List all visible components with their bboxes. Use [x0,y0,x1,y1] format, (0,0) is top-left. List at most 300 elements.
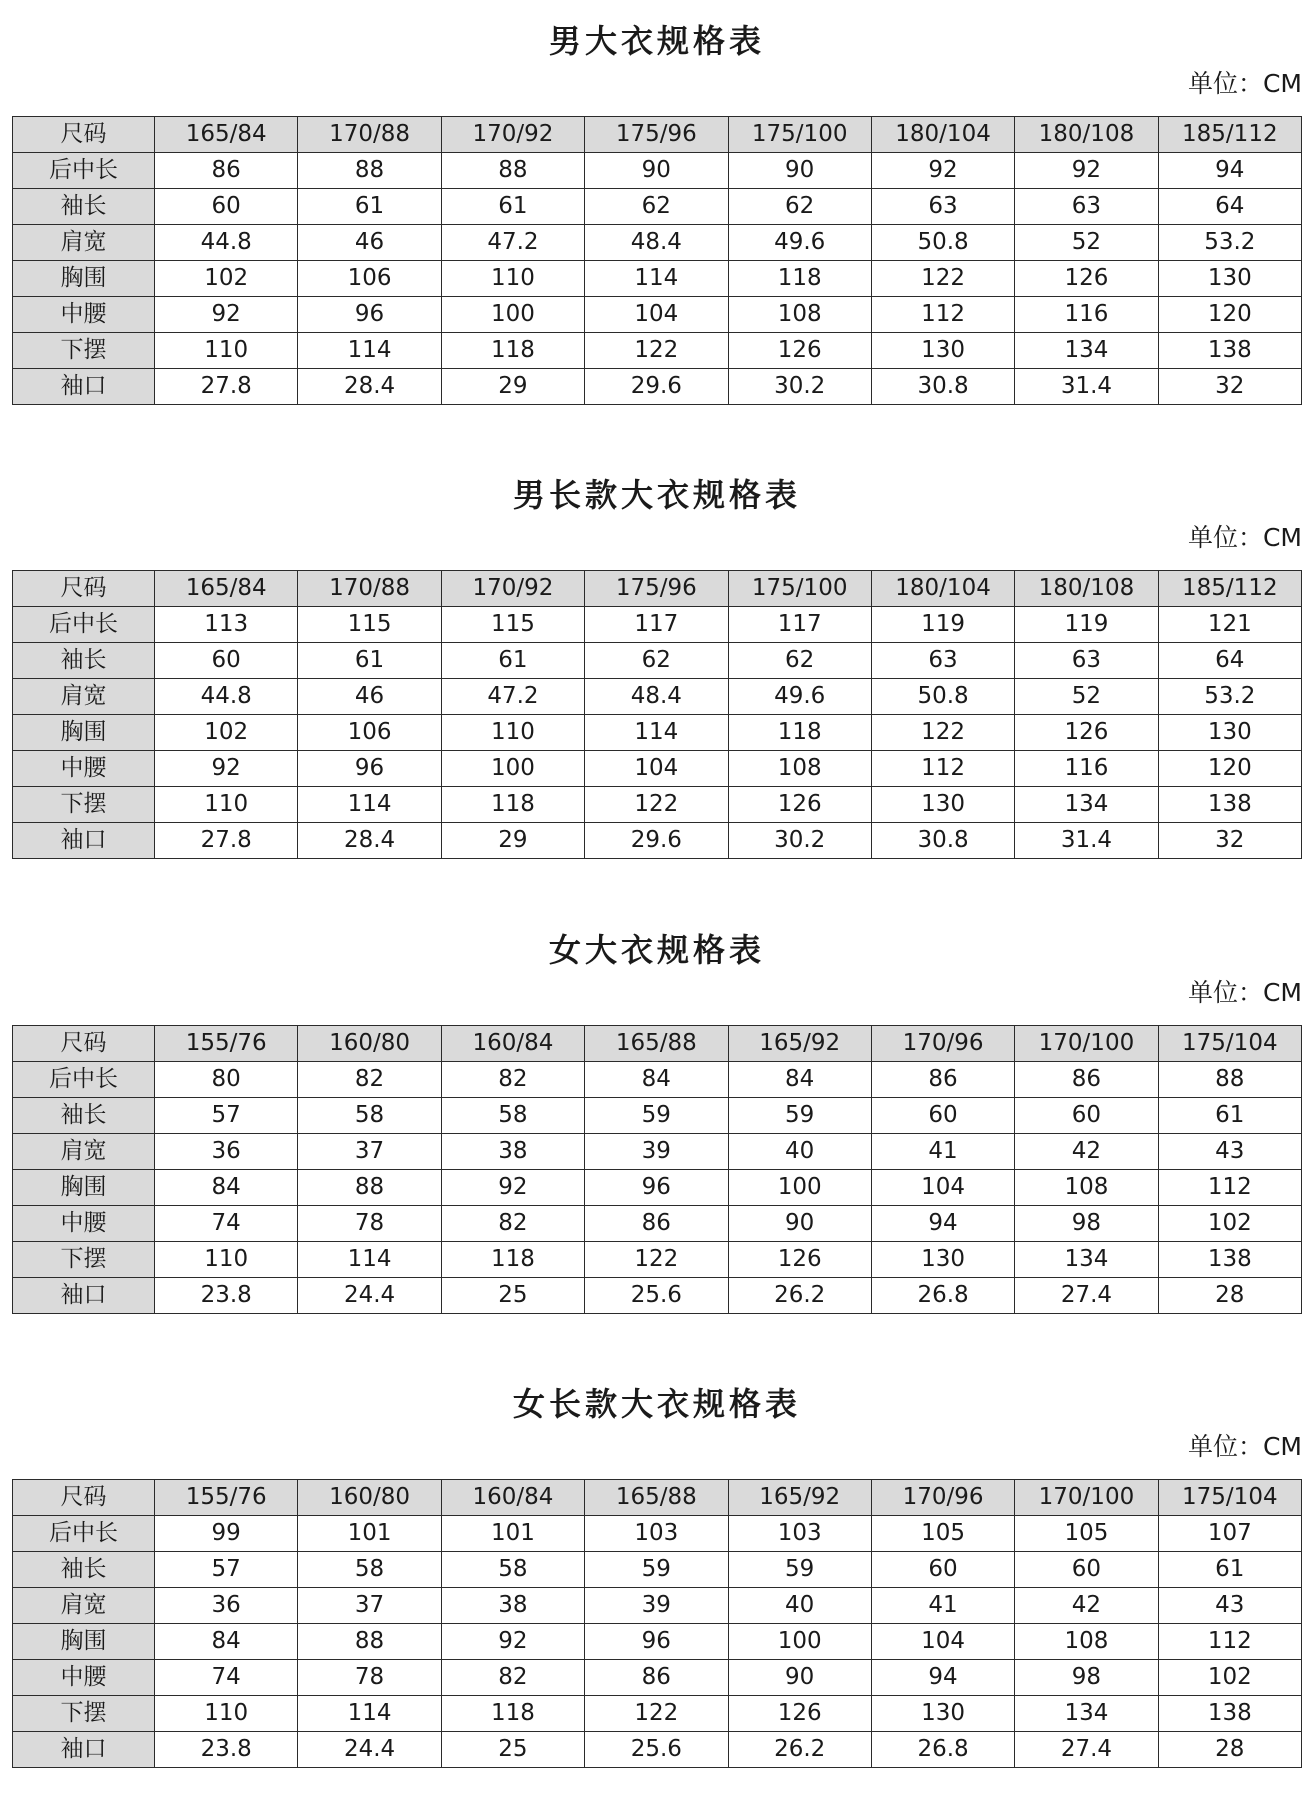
measurement-value: 29.6 [585,823,728,859]
measurement-value: 118 [728,261,871,297]
measurement-value: 38 [441,1134,584,1170]
measurement-label: 肩宽 [13,225,155,261]
measurement-label: 袖口 [13,1278,155,1314]
men-coat-title: 男大衣规格表 [548,22,765,60]
measurement-value: 138 [1158,1696,1301,1732]
measurement-value: 98 [1015,1206,1158,1242]
size-header-cell: 185/112 [1158,571,1301,607]
table-row [13,643,1302,679]
measurement-value: 101 [298,1516,441,1552]
measurement-value: 60 [871,1098,1014,1134]
measurement-value: 100 [728,1170,871,1206]
measurement-value: 27.4 [1015,1278,1158,1314]
measurement-value: 126 [728,1696,871,1732]
measurement-value: 59 [585,1552,728,1588]
table-header-row [13,571,1302,607]
table-row [13,751,1302,787]
measurement-value: 130 [871,787,1014,823]
size-header-cell: 175/100 [728,571,871,607]
measurement-value: 106 [298,261,441,297]
measurement-value: 119 [871,607,1014,643]
measurement-value: 126 [1015,715,1158,751]
measurement-value: 28 [1158,1278,1301,1314]
measurement-value: 122 [585,1242,728,1278]
size-header-label: 尺码 [13,571,155,607]
unit-label: 单位：CM [1187,523,1302,552]
measurement-value: 90 [728,1660,871,1696]
measurement-value: 104 [871,1170,1014,1206]
measurement-value: 26.2 [728,1732,871,1768]
measurement-value: 130 [1158,715,1301,751]
measurement-value: 110 [441,261,584,297]
measurement-value: 134 [1015,787,1158,823]
measurement-value: 130 [871,1242,1014,1278]
measurement-value: 115 [298,607,441,643]
measurement-value: 108 [728,751,871,787]
measurement-value: 134 [1015,1696,1158,1732]
measurement-value: 27.4 [1015,1732,1158,1768]
table-row [13,189,1302,225]
measurement-value: 134 [1015,1242,1158,1278]
measurement-value: 29 [441,823,584,859]
measurement-value: 122 [871,715,1014,751]
size-header-cell: 170/92 [441,571,584,607]
measurement-value: 104 [585,751,728,787]
measurement-value: 121 [1158,607,1301,643]
size-header-label: 尺码 [13,117,155,153]
women-coat-table [12,1025,1302,1314]
measurement-value: 114 [298,1696,441,1732]
measurement-value: 25 [441,1732,584,1768]
unit-label: 单位：CM [1187,1432,1302,1461]
men-long-coat-table [12,570,1302,859]
measurement-value: 48.4 [585,225,728,261]
measurement-value: 24.4 [298,1732,441,1768]
size-header-cell: 160/84 [441,1026,584,1062]
measurement-value: 90 [728,1206,871,1242]
measurement-value: 46 [298,225,441,261]
measurement-value: 31.4 [1015,369,1158,405]
measurement-value: 60 [1015,1552,1158,1588]
measurement-value: 31.4 [1015,823,1158,859]
measurement-label: 袖口 [13,823,155,859]
measurement-value: 59 [728,1098,871,1134]
size-header-cell: 160/80 [298,1026,441,1062]
table-row [13,715,1302,751]
size-header-cell: 170/88 [298,117,441,153]
table-row [13,297,1302,333]
table-row [13,261,1302,297]
measurement-value: 47.2 [441,225,584,261]
measurement-value: 126 [728,333,871,369]
measurement-value: 112 [871,297,1014,333]
size-header-label: 尺码 [13,1480,155,1516]
measurement-value: 58 [441,1552,584,1588]
measurement-value: 60 [1015,1098,1158,1134]
measurement-value: 92 [871,153,1014,189]
table-row [13,1660,1302,1696]
measurement-value: 53.2 [1158,225,1301,261]
measurement-value: 26.8 [871,1732,1014,1768]
measurement-value: 104 [871,1624,1014,1660]
measurement-value: 112 [1158,1170,1301,1206]
measurement-value: 62 [728,643,871,679]
measurement-value: 104 [585,297,728,333]
measurement-value: 58 [441,1098,584,1134]
measurement-value: 116 [1015,751,1158,787]
measurement-value: 24.4 [298,1278,441,1314]
measurement-value: 32 [1158,369,1301,405]
measurement-value: 64 [1158,643,1301,679]
table-row [13,1696,1302,1732]
table-header-row [13,1480,1302,1516]
measurement-value: 126 [1015,261,1158,297]
measurement-value: 59 [585,1098,728,1134]
table-row [13,369,1302,405]
measurement-value: 39 [585,1588,728,1624]
measurement-value: 29 [441,369,584,405]
measurement-value: 29.6 [585,369,728,405]
measurement-value: 90 [585,153,728,189]
measurement-label: 袖长 [13,1552,155,1588]
measurement-value: 114 [298,1242,441,1278]
measurement-value: 90 [728,153,871,189]
measurement-value: 82 [441,1062,584,1098]
measurement-value: 86 [871,1062,1014,1098]
size-header-cell: 160/84 [441,1480,584,1516]
table-row [13,1552,1302,1588]
measurement-value: 50.8 [871,679,1014,715]
measurement-value: 96 [298,297,441,333]
measurement-label: 袖长 [13,643,155,679]
size-header-cell: 165/92 [728,1480,871,1516]
size-header-cell: 180/108 [1015,117,1158,153]
measurement-label: 中腰 [13,297,155,333]
measurement-value: 40 [728,1134,871,1170]
size-header-cell: 155/76 [155,1026,298,1062]
measurement-value: 92 [441,1170,584,1206]
measurement-value: 99 [155,1516,298,1552]
measurement-value: 30.2 [728,369,871,405]
measurement-value: 113 [155,607,298,643]
measurement-value: 63 [871,189,1014,225]
measurement-value: 63 [1015,189,1158,225]
measurement-value: 25 [441,1278,584,1314]
measurement-value: 49.6 [728,225,871,261]
size-header-cell: 175/104 [1158,1026,1301,1062]
table-row [13,1062,1302,1098]
measurement-value: 30.2 [728,823,871,859]
measurement-value: 126 [728,1242,871,1278]
measurement-value: 58 [298,1552,441,1588]
measurement-value: 94 [1158,153,1301,189]
measurement-label: 后中长 [13,1062,155,1098]
measurement-value: 117 [585,607,728,643]
women-long-coat-title: 女长款大衣规格表 [512,1385,801,1423]
table-row [13,1206,1302,1242]
measurement-value: 122 [585,1696,728,1732]
measurement-label: 下摆 [13,1696,155,1732]
measurement-label: 肩宽 [13,1588,155,1624]
measurement-value: 126 [728,787,871,823]
measurement-label: 后中长 [13,607,155,643]
measurement-value: 138 [1158,333,1301,369]
measurement-value: 28.4 [298,369,441,405]
size-header-cell: 185/112 [1158,117,1301,153]
measurement-value: 25.6 [585,1732,728,1768]
measurement-value: 60 [155,643,298,679]
measurement-value: 105 [1015,1516,1158,1552]
size-header-cell: 180/104 [871,571,1014,607]
measurement-label: 下摆 [13,1242,155,1278]
measurement-value: 64 [1158,189,1301,225]
measurement-value: 28.4 [298,823,441,859]
measurement-value: 116 [1015,297,1158,333]
measurement-value: 26.8 [871,1278,1014,1314]
measurement-value: 88 [298,153,441,189]
measurement-value: 78 [298,1206,441,1242]
measurement-value: 59 [728,1552,871,1588]
measurement-value: 82 [441,1660,584,1696]
measurement-value: 88 [1158,1062,1301,1098]
table-row [13,607,1302,643]
measurement-value: 82 [298,1062,441,1098]
measurement-value: 112 [1158,1624,1301,1660]
table-row [13,1624,1302,1660]
measurement-value: 62 [728,189,871,225]
measurement-label: 肩宽 [13,1134,155,1170]
table-row [13,787,1302,823]
measurement-value: 53.2 [1158,679,1301,715]
measurement-value: 46 [298,679,441,715]
table-row [13,1516,1302,1552]
measurement-value: 108 [728,297,871,333]
measurement-value: 41 [871,1134,1014,1170]
measurement-value: 27.8 [155,369,298,405]
measurement-value: 110 [155,333,298,369]
men-coat-table [12,116,1302,405]
measurement-value: 61 [298,189,441,225]
measurement-value: 60 [155,189,298,225]
measurement-value: 92 [155,751,298,787]
measurement-value: 120 [1158,751,1301,787]
measurement-value: 74 [155,1206,298,1242]
measurement-label: 胸围 [13,1624,155,1660]
measurement-value: 32 [1158,823,1301,859]
measurement-value: 122 [871,261,1014,297]
size-header-cell: 170/100 [1015,1026,1158,1062]
measurement-value: 39 [585,1134,728,1170]
measurement-value: 105 [871,1516,1014,1552]
measurement-value: 114 [585,261,728,297]
measurement-value: 58 [298,1098,441,1134]
size-header-cell: 165/84 [155,117,298,153]
measurement-value: 38 [441,1588,584,1624]
table-row [13,1098,1302,1134]
measurement-value: 114 [298,333,441,369]
measurement-label: 后中长 [13,153,155,189]
measurement-value: 102 [1158,1206,1301,1242]
measurement-value: 37 [298,1134,441,1170]
table-row [13,1134,1302,1170]
measurement-value: 94 [871,1660,1014,1696]
measurement-label: 胸围 [13,715,155,751]
table-header-row [13,1026,1302,1062]
size-header-cell: 180/108 [1015,571,1158,607]
measurement-value: 100 [441,751,584,787]
women-long-coat-table [12,1479,1302,1768]
measurement-value: 112 [871,751,1014,787]
measurement-value: 60 [871,1552,1014,1588]
measurement-value: 30.8 [871,369,1014,405]
table-row [13,679,1302,715]
measurement-value: 52 [1015,225,1158,261]
measurement-value: 118 [441,333,584,369]
table-row [13,1588,1302,1624]
measurement-value: 57 [155,1098,298,1134]
table-row [13,1242,1302,1278]
measurement-value: 103 [585,1516,728,1552]
measurement-value: 41 [871,1588,1014,1624]
measurement-value: 96 [298,751,441,787]
measurement-value: 28 [1158,1732,1301,1768]
measurement-value: 88 [298,1170,441,1206]
measurement-value: 106 [298,715,441,751]
measurement-value: 118 [441,1696,584,1732]
size-header-cell: 175/96 [585,117,728,153]
measurement-value: 108 [1015,1624,1158,1660]
measurement-value: 101 [441,1516,584,1552]
size-header-cell: 170/96 [871,1480,1014,1516]
measurement-value: 122 [585,333,728,369]
measurement-value: 119 [1015,607,1158,643]
measurement-value: 37 [298,1588,441,1624]
measurement-label: 下摆 [13,333,155,369]
measurement-value: 102 [1158,1660,1301,1696]
measurement-value: 86 [155,153,298,189]
size-header-cell: 160/80 [298,1480,441,1516]
measurement-value: 44.8 [155,225,298,261]
measurement-value: 62 [585,189,728,225]
measurement-value: 82 [441,1206,584,1242]
measurement-value: 120 [1158,297,1301,333]
measurement-value: 50.8 [871,225,1014,261]
measurement-label: 中腰 [13,751,155,787]
measurement-value: 107 [1158,1516,1301,1552]
measurement-value: 115 [441,607,584,643]
measurement-value: 102 [155,715,298,751]
measurement-value: 84 [155,1170,298,1206]
measurement-value: 84 [155,1624,298,1660]
table-row [13,1170,1302,1206]
measurement-value: 26.2 [728,1278,871,1314]
measurement-value: 43 [1158,1134,1301,1170]
measurement-value: 63 [1015,643,1158,679]
measurement-label: 胸围 [13,1170,155,1206]
measurement-value: 74 [155,1660,298,1696]
measurement-value: 114 [585,715,728,751]
measurement-value: 57 [155,1552,298,1588]
measurement-value: 98 [1015,1660,1158,1696]
table-row [13,153,1302,189]
size-header-cell: 155/76 [155,1480,298,1516]
measurement-value: 138 [1158,1242,1301,1278]
size-header-label: 尺码 [13,1026,155,1062]
measurement-value: 47.2 [441,679,584,715]
measurement-value: 122 [585,787,728,823]
unit-label: 单位：CM [1187,978,1302,1007]
measurement-value: 86 [1015,1062,1158,1098]
measurement-value: 88 [441,153,584,189]
measurement-value: 130 [1158,261,1301,297]
measurement-label: 中腰 [13,1206,155,1242]
measurement-value: 61 [441,189,584,225]
measurement-value: 130 [871,1696,1014,1732]
measurement-value: 42 [1015,1588,1158,1624]
measurement-label: 后中长 [13,1516,155,1552]
measurement-value: 27.8 [155,823,298,859]
measurement-value: 48.4 [585,679,728,715]
measurement-value: 80 [155,1062,298,1098]
measurement-value: 23.8 [155,1732,298,1768]
table-row [13,823,1302,859]
size-header-cell: 175/96 [585,571,728,607]
size-header-cell: 165/88 [585,1026,728,1062]
measurement-value: 78 [298,1660,441,1696]
measurement-value: 25.6 [585,1278,728,1314]
measurement-value: 92 [441,1624,584,1660]
measurement-value: 62 [585,643,728,679]
measurement-value: 110 [155,1696,298,1732]
measurement-value: 134 [1015,333,1158,369]
measurement-label: 袖长 [13,189,155,225]
measurement-label: 袖长 [13,1098,155,1134]
table-header-row [13,117,1302,153]
measurement-label: 胸围 [13,261,155,297]
measurement-label: 袖口 [13,369,155,405]
measurement-value: 61 [441,643,584,679]
measurement-value: 110 [441,715,584,751]
measurement-value: 86 [585,1206,728,1242]
size-header-cell: 180/104 [871,117,1014,153]
measurement-value: 63 [871,643,1014,679]
measurement-value: 88 [298,1624,441,1660]
measurement-value: 114 [298,787,441,823]
measurement-value: 61 [1158,1098,1301,1134]
measurement-value: 130 [871,333,1014,369]
measurement-value: 49.6 [728,679,871,715]
measurement-value: 118 [441,787,584,823]
measurement-value: 92 [1015,153,1158,189]
measurement-value: 84 [728,1062,871,1098]
measurement-value: 110 [155,1242,298,1278]
table-row [13,333,1302,369]
measurement-value: 110 [155,787,298,823]
measurement-value: 43 [1158,1588,1301,1624]
measurement-value: 44.8 [155,679,298,715]
measurement-value: 102 [155,261,298,297]
measurement-value: 96 [585,1170,728,1206]
measurement-value: 94 [871,1206,1014,1242]
measurement-label: 肩宽 [13,679,155,715]
size-header-cell: 165/92 [728,1026,871,1062]
measurement-value: 40 [728,1588,871,1624]
measurement-value: 30.8 [871,823,1014,859]
measurement-value: 96 [585,1624,728,1660]
unit-label: 单位：CM [1187,69,1302,98]
measurement-label: 袖口 [13,1732,155,1768]
measurement-value: 92 [155,297,298,333]
